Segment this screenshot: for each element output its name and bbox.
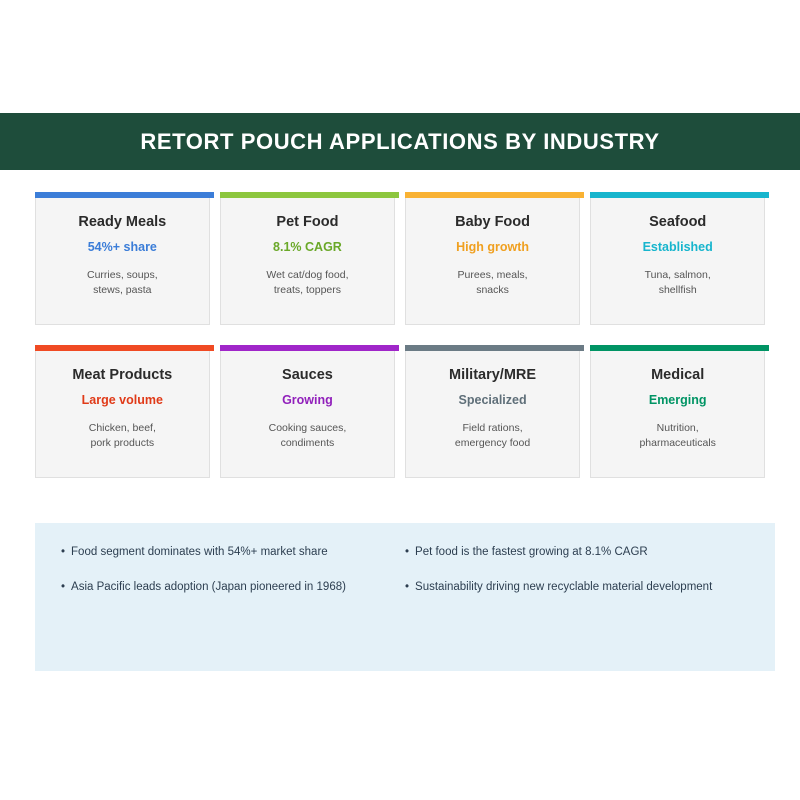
industry-card-ready-meals[interactable] [35, 192, 210, 325]
card-metric: Specialized [458, 393, 527, 407]
industry-card-seafood[interactable] [590, 192, 765, 325]
card-accent-bar [590, 345, 769, 351]
card-accent-bar [220, 192, 399, 198]
card-title: Medical [651, 367, 705, 383]
card-row-1 [35, 192, 765, 325]
key-insights-panel [35, 523, 775, 671]
card-row-2 [35, 345, 765, 478]
card-accent-bar [405, 345, 584, 351]
card-title: Sauces [282, 367, 333, 383]
bullet-icon: • [405, 580, 410, 593]
insights-column-right [405, 545, 749, 615]
card-metric: Emerging [648, 393, 707, 407]
card-accent-bar [35, 345, 214, 351]
industry-card-baby-food[interactable] [405, 192, 580, 325]
card-metric: High growth [456, 240, 530, 254]
page-title: RETORT POUCH APPLICATIONS BY INDUSTRY [140, 128, 660, 154]
card-title: Pet Food [276, 214, 339, 230]
card-title: Baby Food [455, 214, 531, 230]
card-description: Field rations, emergency food [454, 422, 531, 450]
card-description: Curries, soups, stews, pasta [87, 269, 158, 297]
header-band [0, 113, 800, 170]
card-description: Nutrition, pharmaceuticals [639, 422, 716, 450]
card-title: Military/MRE [449, 367, 537, 383]
insights-column-left [61, 545, 405, 615]
card-description: Chicken, beef, pork products [88, 422, 156, 450]
bullet-icon: • [405, 546, 410, 558]
card-metric: Growing [282, 393, 333, 407]
card-description: Wet cat/dog food, treats, toppers [266, 269, 349, 297]
insights-columns [35, 523, 775, 615]
industry-card-military-mre[interactable] [405, 345, 580, 478]
list-item [61, 545, 405, 560]
card-metric: 8.1% CAGR [273, 240, 342, 254]
card-accent-bar [220, 345, 399, 351]
insight-text: Pet food is the fastest growing at 8.1% CAGR [415, 546, 648, 558]
card-title: Meat Products [72, 367, 173, 383]
card-description: Purees, meals, snacks [457, 269, 528, 297]
industry-card-sauces[interactable] [220, 345, 395, 478]
card-accent-bar [405, 192, 584, 198]
industry-card-medical[interactable] [590, 345, 765, 478]
list-item [405, 545, 749, 560]
industry-card-pet-food[interactable] [220, 192, 395, 325]
card-metric: 54%+ share [87, 240, 157, 254]
insight-text: Sustainability driving new recyclable material development [415, 580, 713, 593]
insight-text: Asia Pacific leads adoption (Japan pioneered in 1968) [71, 580, 346, 593]
card-metric: Large volume [81, 393, 163, 407]
card-metric: Established [642, 240, 713, 254]
industry-card-grid [35, 192, 765, 498]
card-title: Seafood [649, 214, 707, 230]
bullet-icon: • [61, 580, 66, 593]
card-description: Tuna, salmon, shellfish [644, 269, 711, 297]
list-item [61, 580, 405, 595]
card-accent-bar [35, 192, 214, 198]
list-item [405, 580, 749, 595]
card-title: Ready Meals [78, 214, 167, 230]
industry-card-meat-products[interactable] [35, 345, 210, 478]
bullet-icon: • [61, 546, 66, 558]
insight-text: Food segment dominates with 54%+ market share [71, 546, 328, 558]
card-accent-bar [590, 192, 769, 198]
card-description: Cooking sauces, condiments [268, 422, 347, 450]
